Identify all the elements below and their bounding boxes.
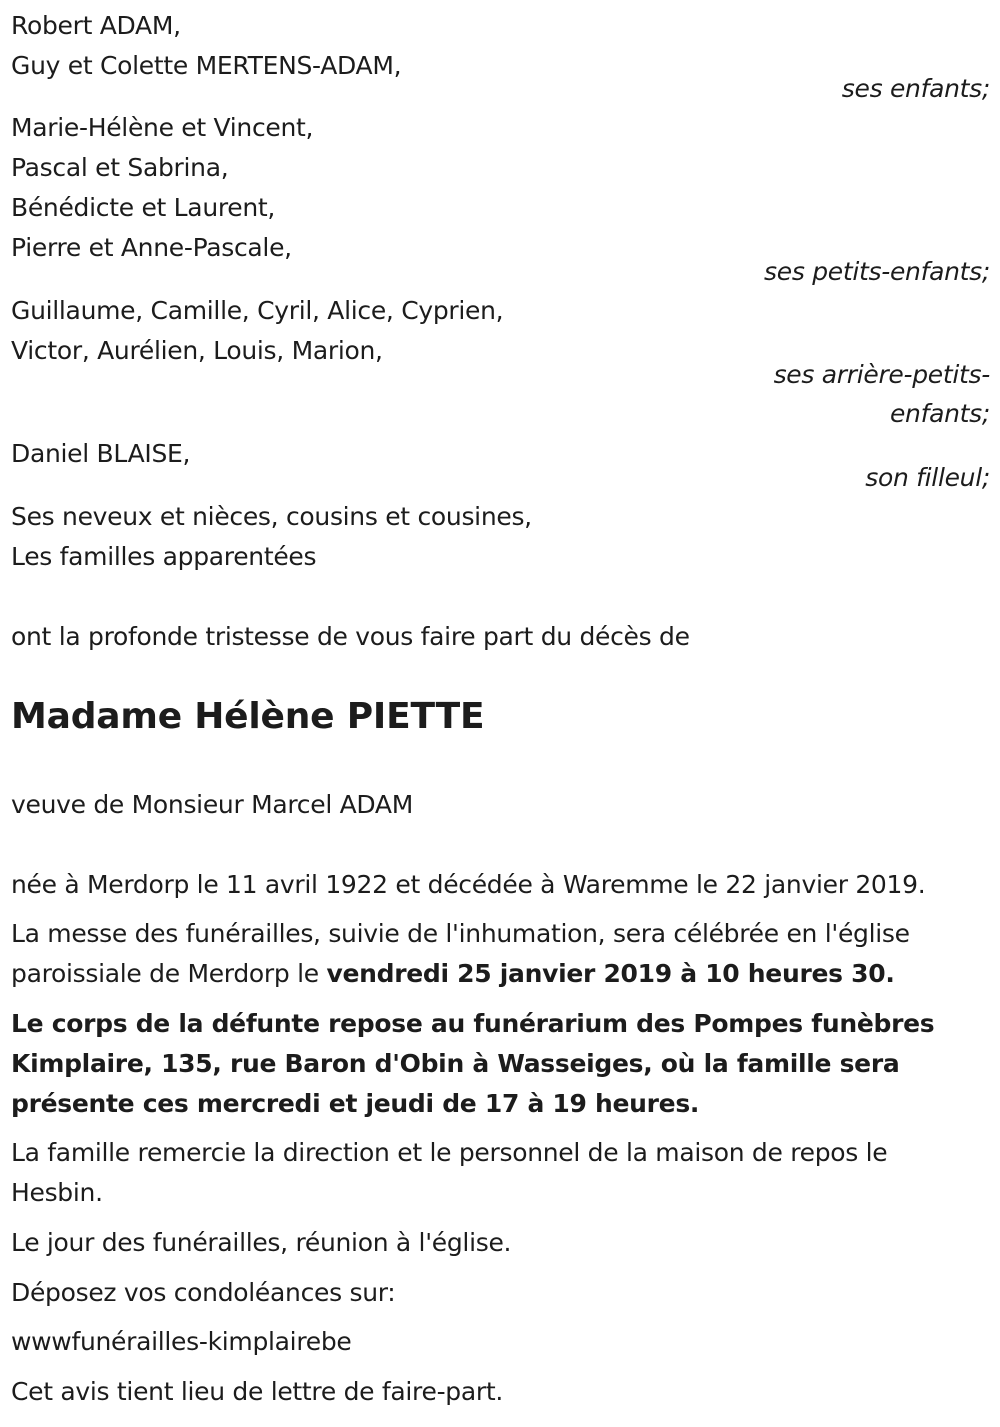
funeral-line [11,954,895,994]
closing-text: Cet avis tient lieu de lettre de faire-part. [11,1377,504,1406]
relation-great-grandchildren-line1: ses arrière-petits- [773,360,990,389]
funeral-line: La messe des funérailles, suivie de l'inhumation, sera célébrée en l'église [11,919,910,948]
relation-grandchildren: ses petits-enfants; [764,257,990,286]
thanks-line: Hesbin. [11,1178,103,1207]
relation-children: ses enfants; [841,74,990,103]
grandchild-name-line: Pascal et Sabrina, [11,153,229,182]
widow-of-text: veuve de Monsieur Marcel ADAM [11,790,413,819]
relation-great-grandchildren-line2: enfants; [889,399,990,428]
other-relatives-line: Les familles apparentées [11,542,317,571]
funeral-date-time: vendredi 25 janvier 2019 à 10 heures 30. [326,959,895,988]
meeting-text: Le jour des funérailles, réunion à l'église. [11,1228,512,1257]
grandchild-name-line: Pierre et Anne-Pascale, [11,233,292,262]
other-relatives-line: Ses neveux et nièces, cousins et cousines, [11,502,532,531]
announcement-text: ont la profonde tristesse de vous faire part du décès de [11,622,690,651]
condolences-label: Déposez vos condoléances sur: [11,1278,396,1307]
godson-name: Daniel BLAISE, [11,439,191,468]
relation-godson: son filleul; [865,463,990,492]
condolences-website: wwwfunérailles-kimplairebe [11,1327,352,1356]
thanks-line: La famille remercie la direction et le personnel de la maison de repos le [11,1138,888,1167]
grandchild-name-line: Bénédicte et Laurent, [11,193,276,222]
deceased-name: Madame Hélène PIETTE [11,696,485,737]
visitation-line: Kimplaire, 135, rue Baron d'Obin à Wasseiges, où la famille sera [11,1049,900,1078]
visitation-line: présente ces mercredi et jeudi de 17 à 19 heures. [11,1089,700,1118]
birth-death-text: née à Merdorp le 11 avril 1922 et décédée à Waremme le 22 janvier 2019. [11,870,926,899]
grandchild-name-line: Marie-Hélène et Vincent, [11,113,314,142]
child-name-line: Robert ADAM, [11,11,181,40]
child-name-line: Guy et Colette MERTENS-ADAM, [11,51,402,80]
funeral-line-prefix: paroissiale de Merdorp le [11,959,327,988]
great-grandchild-name-line: Victor, Aurélien, Louis, Marion, [11,336,383,365]
great-grandchild-name-line: Guillaume, Camille, Cyril, Alice, Cyprien, [11,296,504,325]
visitation-line: Le corps de la défunte repose au funérarium des Pompes funèbres [11,1009,935,1038]
